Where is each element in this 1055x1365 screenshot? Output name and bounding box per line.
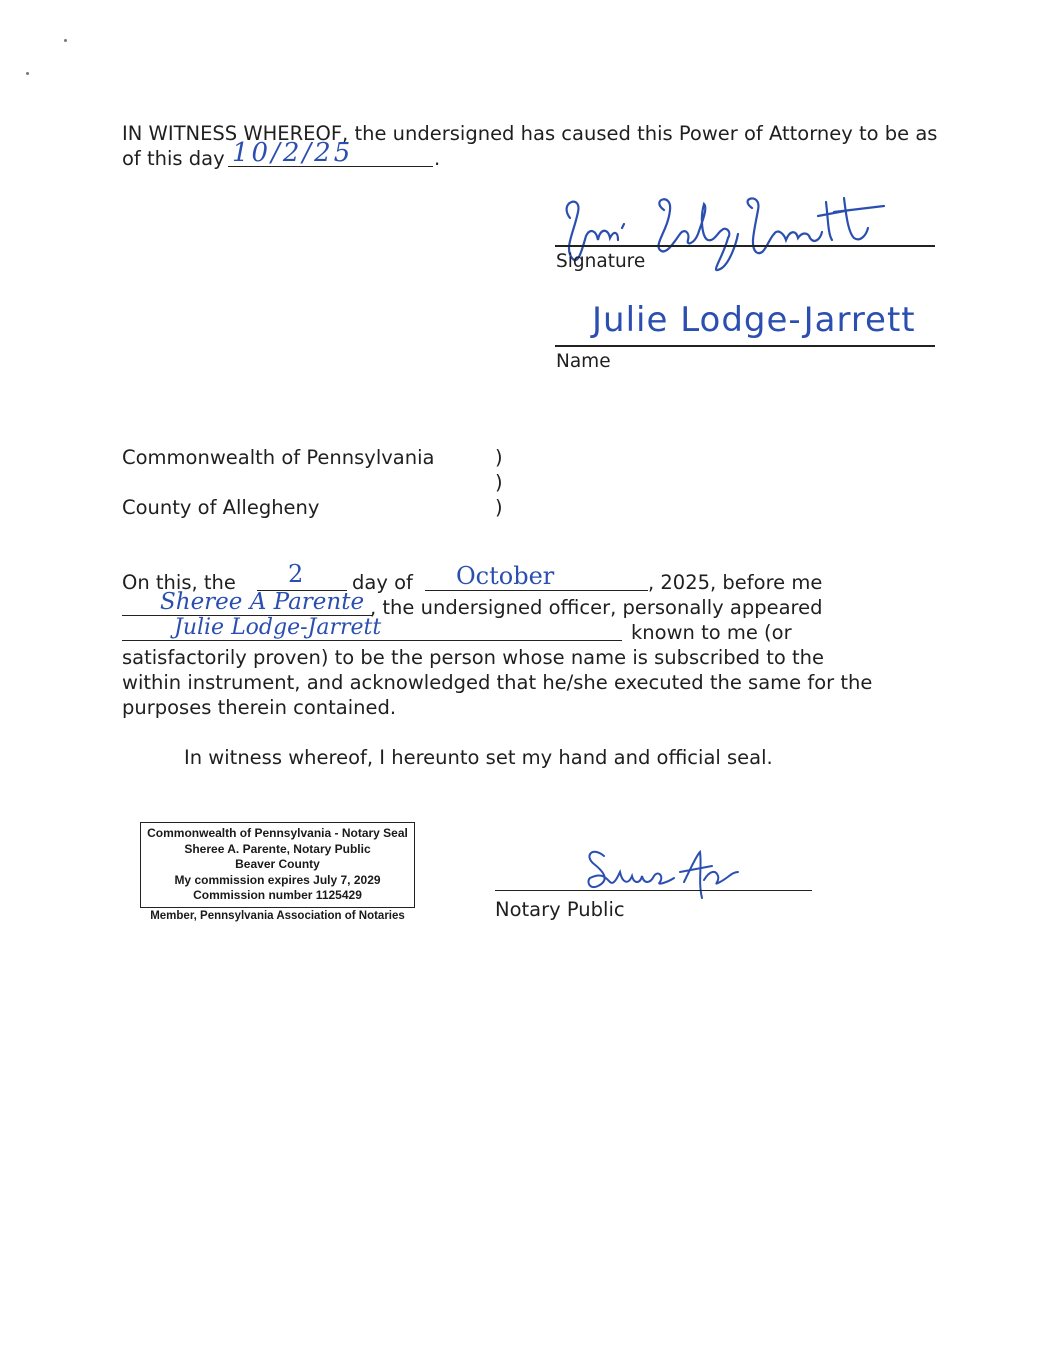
scan-speck (26, 72, 29, 75)
closing-statement: In witness whereof, I hereunto set my hand and official seal. (184, 746, 773, 769)
acknowledgment-seg4: , the undersigned officer, personally appeared (370, 596, 823, 619)
seal-line-1: Commonwealth of Pennsylvania - Notary Seal (147, 826, 408, 840)
signature-line (555, 245, 935, 247)
acknowledgment-seg3: , 2025, before me (648, 571, 823, 594)
signature-label: Signature (556, 251, 646, 272)
acknowledgment-line5: within instrument, and acknowledged that he/she executed the same for the (122, 671, 873, 694)
acknowledgment-line4: satisfactorily proven) to be the person whose name is subscribed to the (122, 646, 825, 669)
witness-clause-line1: IN WITNESS WHEREOF, the undersigned has caused this Power of Attorney to be as (122, 122, 938, 145)
name-line (555, 345, 935, 347)
handwritten-month: October (456, 562, 555, 590)
venue-bracket: ) (495, 471, 503, 494)
seal-line-3: Beaver County (235, 857, 320, 872)
venue-bracket: ) (495, 446, 503, 469)
seal-line-4: My commission expires July 7, 2029 (174, 872, 381, 887)
venue-bracket: ) (495, 496, 503, 519)
handwritten-officer: Sheree A Parente (160, 589, 365, 615)
seal-member-line: Member, Pennsylvania Association of Notaries (150, 910, 405, 922)
acknowledgment-seg1: On this, the (122, 571, 236, 594)
witness-clause-line2-prefix: of this day (122, 147, 225, 170)
notary-signature-line (495, 890, 812, 891)
seal-line-2: Sheree A. Parente, Notary Public (184, 841, 371, 856)
handwritten-principal-name: Julie Lodge-Jarrett (592, 300, 916, 340)
notary-signature-image (580, 842, 750, 902)
handwritten-appearer: Julie Lodge-Jarrett (174, 615, 382, 640)
witness-clause-line2-suffix: . (434, 147, 441, 170)
handwritten-day: 2 (288, 560, 304, 588)
venue-state: Commonwealth of Pennsylvania (122, 446, 435, 469)
seal-line-5: Commission number 1125429 (193, 888, 362, 903)
handwritten-date: 10/2/25 (232, 138, 354, 168)
acknowledgment-seg2: day of (352, 571, 413, 594)
appearer-blank-line (122, 640, 622, 641)
name-label: Name (556, 351, 611, 372)
venue-county: County of Allegheny (122, 496, 320, 519)
acknowledgment-line6: purposes therein contained. (122, 696, 397, 719)
notary-public-label: Notary Public (495, 898, 625, 921)
acknowledgment-seg5: known to me (or (631, 621, 792, 644)
notary-seal-stamp (140, 822, 415, 908)
scan-speck (64, 39, 67, 42)
month-blank-line (425, 590, 648, 591)
